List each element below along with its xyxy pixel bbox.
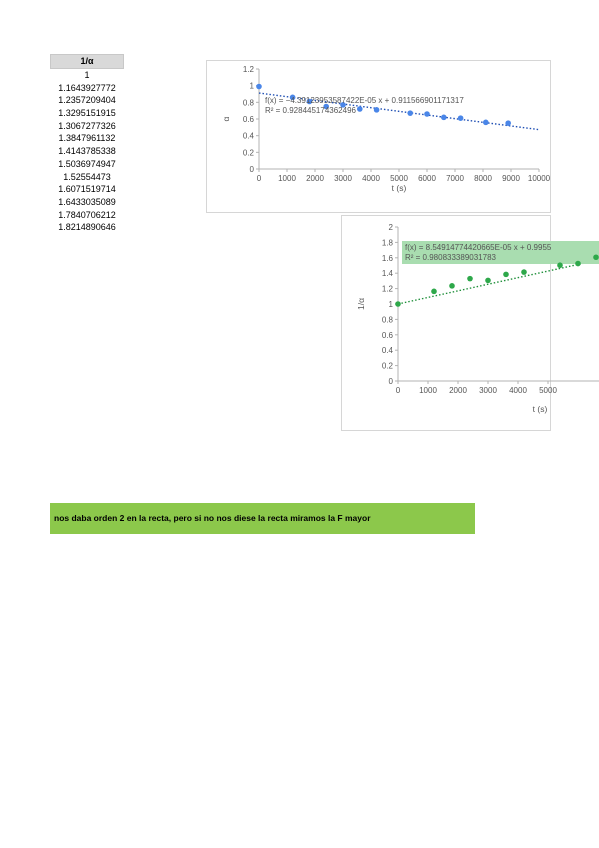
column-cell[interactable]: 1.7840706212 bbox=[58, 209, 116, 220]
x-tick-label: 8000 bbox=[474, 174, 492, 183]
data-point bbox=[407, 110, 413, 116]
x-tick-label: 7000 bbox=[446, 174, 464, 183]
x-tick-label: 10000 bbox=[527, 174, 551, 183]
y-axis-label: α bbox=[221, 116, 231, 122]
trendline-r-squared: R² = 0.980833389031783 bbox=[405, 253, 496, 262]
column-rows bbox=[50, 69, 124, 234]
chart-inverse-alpha bbox=[342, 216, 557, 430]
x-tick-label: 4000 bbox=[509, 386, 527, 395]
data-point bbox=[256, 84, 262, 90]
column-cell[interactable]: 1.52554473 bbox=[63, 171, 111, 182]
chart-alpha bbox=[207, 61, 550, 212]
column-cell[interactable]: 1.3067277326 bbox=[58, 120, 116, 131]
data-point bbox=[374, 107, 380, 113]
y-tick-label: 1.2 bbox=[381, 284, 393, 294]
y-tick-label: 0.8 bbox=[381, 315, 393, 325]
y-axis-label: 1/α bbox=[356, 297, 366, 311]
data-point bbox=[441, 115, 447, 121]
data-point bbox=[467, 276, 473, 282]
data-point bbox=[424, 111, 430, 117]
trendline-equation: f(x) = −4.39123953587422E-05 x + 0.911566901171317 bbox=[265, 96, 464, 105]
x-tick-label: 1000 bbox=[419, 386, 437, 395]
data-point bbox=[505, 120, 511, 126]
trendline-equation: f(x) = 8.54914774420665E-05 x + 0.9955 bbox=[405, 243, 552, 252]
data-point bbox=[521, 269, 527, 275]
y-tick-label: 2 bbox=[388, 223, 393, 232]
data-point bbox=[593, 254, 599, 260]
x-tick-label: 6000 bbox=[418, 174, 436, 183]
x-tick-label: 5000 bbox=[390, 174, 408, 183]
y-tick-label: 0.6 bbox=[242, 115, 254, 124]
x-tick-label: 0 bbox=[256, 174, 262, 183]
y-tick-label: 1 bbox=[249, 81, 254, 91]
data-point bbox=[449, 283, 455, 289]
chart-alpha-panel[interactable] bbox=[206, 60, 551, 213]
data-point bbox=[485, 278, 491, 284]
column-cell[interactable]: 1.5036974947 bbox=[58, 158, 116, 169]
data-point bbox=[395, 301, 401, 307]
x-axis-label: t (s) bbox=[391, 183, 407, 193]
y-tick-label: 0.2 bbox=[381, 361, 393, 371]
y-tick-label: 1.4 bbox=[381, 269, 393, 279]
y-tick-label: 1 bbox=[388, 300, 393, 309]
x-tick-label: 4000 bbox=[362, 174, 380, 183]
x-axis-label: t (s) bbox=[532, 404, 548, 414]
column-cell[interactable]: 1.4143785338 bbox=[58, 146, 116, 157]
column-header[interactable]: 1/α bbox=[50, 54, 124, 69]
column-cell[interactable]: 1.6433035089 bbox=[58, 196, 116, 207]
data-point bbox=[483, 120, 489, 126]
x-tick-label: 9000 bbox=[502, 174, 520, 183]
x-tick-label: 1000 bbox=[278, 174, 296, 183]
column-cell[interactable]: 1.1643927772 bbox=[58, 82, 116, 93]
note-text: nos daba orden 2 en la recta, pero si no nos diese la recta miramos la F mayor bbox=[54, 513, 371, 523]
data-point bbox=[431, 289, 437, 295]
x-tick-label: 0 bbox=[395, 386, 401, 395]
y-tick-label: 1.6 bbox=[381, 253, 393, 263]
alpha-inverse-column bbox=[50, 54, 124, 234]
column-cell[interactable]: 1.3295151915 bbox=[58, 108, 116, 119]
y-tick-label: 1.8 bbox=[381, 238, 393, 248]
trendline-r-squared: R² = 0.928445174362496 bbox=[265, 106, 356, 115]
y-tick-label: 0.2 bbox=[242, 148, 254, 158]
x-tick-label: 3000 bbox=[479, 386, 497, 395]
x-tick-label: 2000 bbox=[306, 174, 324, 183]
y-tick-label: 0 bbox=[388, 377, 393, 386]
x-tick-label: 2000 bbox=[449, 386, 467, 395]
y-tick-label: 0 bbox=[249, 165, 254, 174]
y-tick-label: 0.4 bbox=[242, 131, 254, 141]
y-tick-label: 1.2 bbox=[242, 65, 254, 74]
data-point bbox=[557, 262, 563, 268]
data-point bbox=[503, 272, 509, 278]
data-point bbox=[458, 115, 464, 121]
data-point bbox=[357, 106, 363, 112]
chart-inverse-alpha-panel[interactable] bbox=[341, 215, 557, 431]
column-cell[interactable]: 1.3847961132 bbox=[58, 133, 116, 144]
data-point bbox=[575, 261, 581, 267]
column-cell[interactable]: 1.6071519714 bbox=[58, 184, 116, 195]
y-tick-label: 0.8 bbox=[242, 98, 254, 108]
column-cell[interactable]: 1.2357209404 bbox=[58, 95, 116, 106]
column-cell[interactable]: 1.8214890646 bbox=[58, 222, 116, 233]
x-tick-label: 3000 bbox=[334, 174, 352, 183]
x-tick-label: 5000 bbox=[539, 386, 557, 395]
note-cell[interactable] bbox=[50, 503, 475, 534]
y-tick-label: 0.6 bbox=[381, 330, 393, 340]
column-cell[interactable]: 1 bbox=[84, 70, 90, 80]
y-tick-label: 0.4 bbox=[381, 346, 393, 356]
